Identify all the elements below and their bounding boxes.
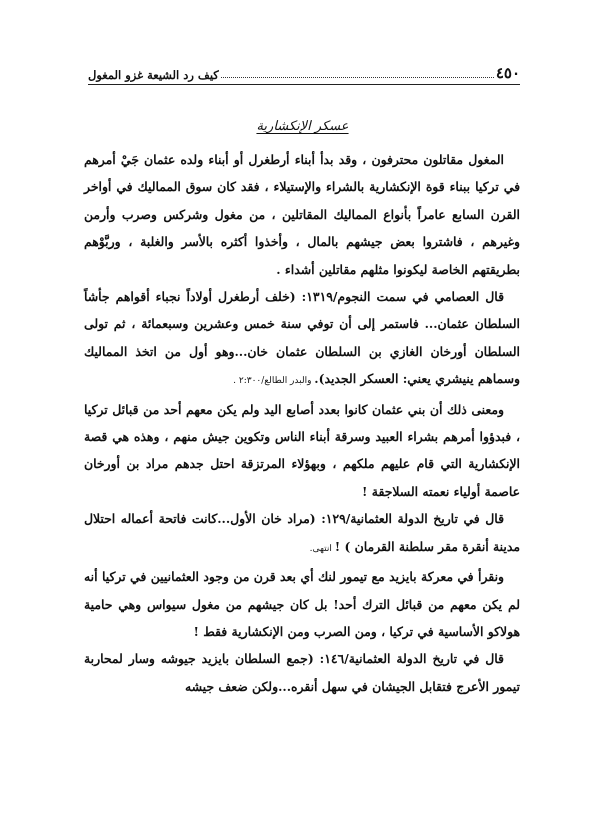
section-title (0, 119, 605, 134)
page-number: ٤٥٠ (495, 64, 520, 82)
paragraph-4-text: قال في تاريخ الدولة العثمانية/١٢٩: (مراد خان الأول...كانت فاتحة أعماله احتلال مدينة أنقرة مقر سلطنة القرمان ) ! (84, 511, 520, 554)
body-text (84, 146, 520, 700)
paragraph-2 (84, 283, 520, 396)
paragraph-4-note: انتهى. (309, 543, 335, 554)
running-title: كيف رد الشيعة غزو المغول (88, 68, 219, 82)
header-dotted-leader (221, 76, 494, 78)
header-rule (88, 84, 520, 85)
paragraph-3-text: ومعنى ذلك أن بني عثمان كانوا بعدد أصابع اليد ولم يكن معهم أحد من قبائل تركيا ، فبدؤوا أمرهم بشراء العبيد وسرقة أبناء الناس وتكوين جيش منهم ، وهذه هي قصة الإنكشارية التي قام عليهم ملكهم ، وبهؤلاء المرتزقة احتل جدهم مراد بن أورخان عاصمة أولياء نعمته السلاجقة ! (84, 401, 520, 499)
paragraph-4 (84, 505, 520, 563)
paragraph-2-text: قال العصامي في سمت النجوم/١٣١٩: (خلف أرطغرل أولاداً نجباء أقواهم جأشاً السلطان عثمان... فاستمر إلى أن توفي سنة خمس وعشرين وسبعمائة ، ثم تولى السلطان أورخان الغازي بن السلطان عثمان خان...وهو أول من اتخذ المماليك وسماهم ينيشري يعني: العسكر الجديد). (84, 289, 520, 387)
paragraph-3 (84, 396, 520, 506)
paragraph-1 (84, 146, 520, 283)
section-title-text: عسكر الإنكشارية (256, 119, 349, 134)
paragraph-5 (84, 563, 520, 645)
paragraph-1-text: المغول مقاتلون محترفون ، وقد بدأ أبناء أرطغرل أو أبناء ولده عثمان جَيْ أمرهم في تركيا ببناء قوة الإنكشارية بالشراء والإستيلاء ، فقد كان سوق المماليك في أواخر القرن السابع عامراً بأنواع المماليك المقاتلين ، من مغول وشركس وصرب وأرمن وغيرهم ، فاشتروا بعض جيشهم بالمال ، وأخذوا أكثره بالأسر والغلبة ، وربَّوْهم بطريقتهم الخاصة ليكونوا مثلهم مقاتلين أشداء . (84, 152, 520, 277)
paragraph-2-note: والبدر الطالع/٢:٣٠٠ . (233, 376, 315, 387)
paragraph-6-text: قال في تاريخ الدولة العثمانية/١٤٦: (جمع السلطان بايزيد جيوشه وسار لمحاربة تيمور الأعرج فتقابل الجيشان في سهل أنقره...ولكن ضعف جيشه (84, 651, 520, 694)
paragraph-6 (84, 645, 520, 700)
paragraph-5-text: ونقرأ في معركة بايزيد مع تيمور لنك أي بعد قرن من وجود العثمانيين في تركيا أنه لم يكن معهم من قبائل الترك أحد! بل كان جيشهم من مغول سيواس وهي حامية هولاكو الأساسية في تركيا ، ومن الصرب ومن الإنكشارية فقط ! (84, 569, 520, 639)
page-header (88, 62, 520, 82)
